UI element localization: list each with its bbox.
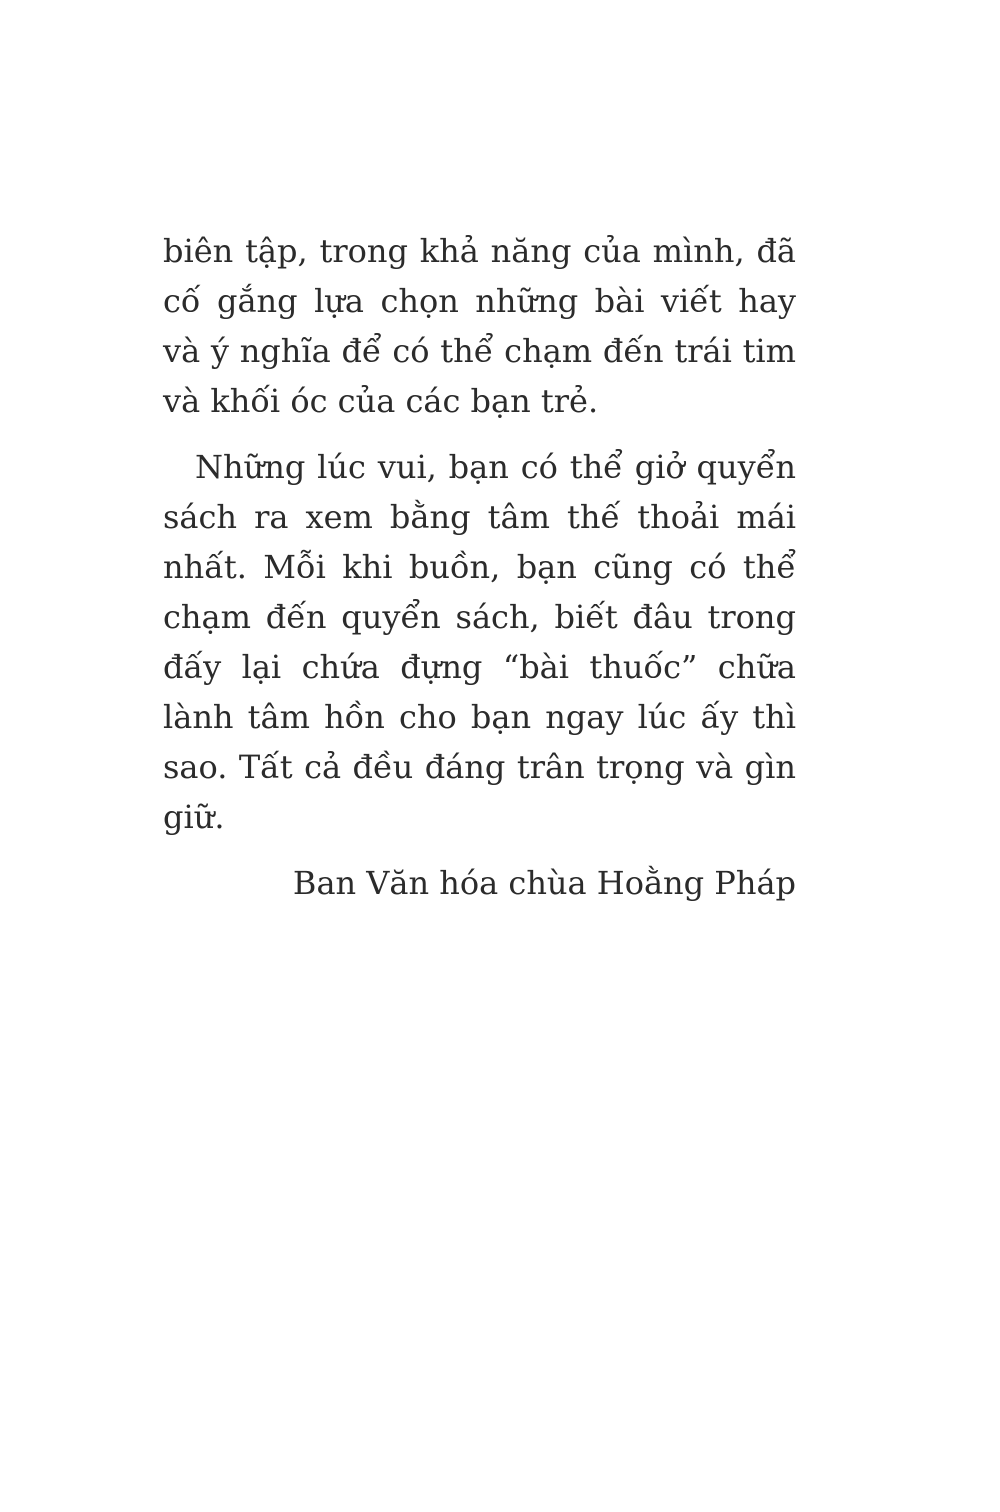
signature: Ban Văn hóa chùa Hoằng Pháp <box>292 864 796 902</box>
paragraph-main: Những lúc vui, bạn có thể giở quyển sách ra xem bằng tâm thế thoải mái nhất. Mỗi khi buồn, bạn cũng có thể chạm đến quyển sách, biết đâu trong đấy lại chứa đựng “bài thuốc” chữa lành tâm hồn cho bạn ngay lúc ấy thì sao. Tất cả đều đáng trân trọng và gìn giữ. <box>163 448 796 836</box>
paragraph-continuation: biên tập, trong khả năng của mình, đã cố gắng lựa chọn những bài viết hay và ý nghĩa để có thể chạm đến trái tim và khối óc của các bạn trẻ. <box>163 232 796 420</box>
page-body <box>163 226 796 908</box>
